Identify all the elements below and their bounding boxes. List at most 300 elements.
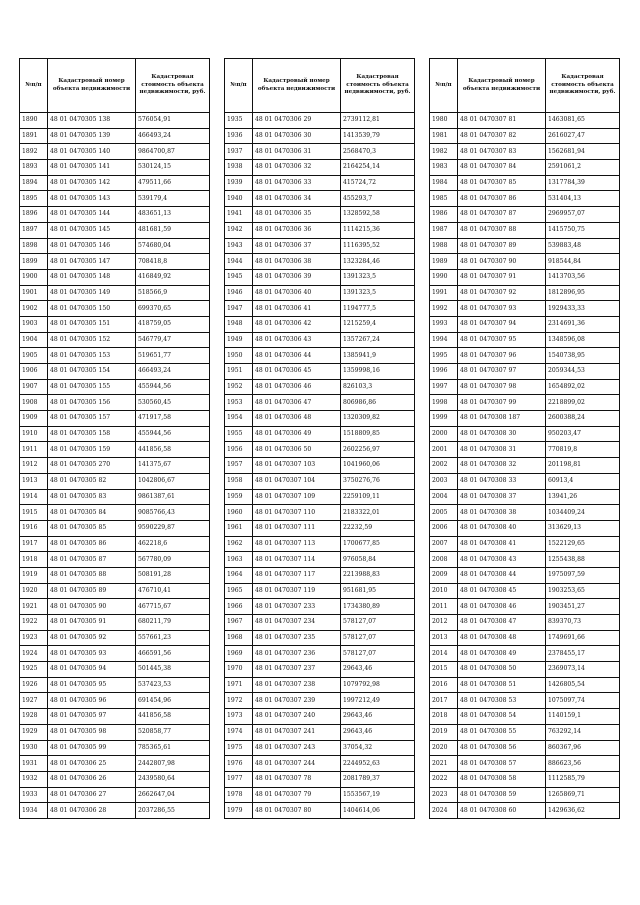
cadastral-value: 518566,9 <box>136 285 210 301</box>
cadastral-number: 48 01 0470306 44 <box>253 348 341 364</box>
cadastral-value: 699370,65 <box>136 301 210 317</box>
cadastral-number: 48 01 0470308 55 <box>458 724 546 740</box>
row-number: 1994 <box>430 332 458 348</box>
cadastral-value: 2442807,98 <box>136 756 210 772</box>
cadastral-number: 48 01 0470306 27 <box>48 787 136 803</box>
cadastral-value: 539179,4 <box>136 191 210 207</box>
cadastral-value: 2218899,02 <box>546 395 620 411</box>
row-number: 1978 <box>225 787 253 803</box>
table-row <box>225 646 415 662</box>
cadastral-value: 520858,77 <box>136 724 210 740</box>
table-row <box>225 662 415 678</box>
row-number: 1997 <box>430 379 458 395</box>
row-number: 2017 <box>430 693 458 709</box>
row-number: 1977 <box>225 771 253 787</box>
cadastral-value: 1929433,33 <box>546 301 620 317</box>
row-number: 1992 <box>430 301 458 317</box>
row-number: 1925 <box>20 662 48 678</box>
cadastral-value: 519651,77 <box>136 348 210 364</box>
cadastral-number: 48 01 0470307 97 <box>458 364 546 380</box>
cadastral-value: 1429636,62 <box>546 803 620 819</box>
row-number: 1917 <box>20 536 48 552</box>
table-row <box>430 489 620 505</box>
table-row <box>430 583 620 599</box>
cadastral-value: 1042806,67 <box>136 473 210 489</box>
cadastral-value: 1140159,1 <box>546 709 620 725</box>
row-number: 1896 <box>20 207 48 223</box>
row-number: 1969 <box>225 646 253 662</box>
cadastral-value: 2037286,55 <box>136 803 210 819</box>
row-number: 1983 <box>430 160 458 176</box>
table-row <box>430 724 620 740</box>
row-number: 1962 <box>225 536 253 552</box>
table-row <box>225 254 415 270</box>
cadastral-value: 9861387,61 <box>136 489 210 505</box>
row-number: 1922 <box>20 615 48 631</box>
row-number: 1989 <box>430 254 458 270</box>
cadastral-value: 9085766,43 <box>136 505 210 521</box>
cadastral-number: 48 01 0470306 46 <box>253 379 341 395</box>
row-number: 1919 <box>20 567 48 583</box>
cadastral-number: 48 01 0470308 53 <box>458 693 546 709</box>
table-row <box>225 693 415 709</box>
cadastral-number: 48 01 0470307 113 <box>253 536 341 552</box>
table-row <box>225 222 415 238</box>
table-row <box>430 709 620 725</box>
row-number: 1937 <box>225 144 253 160</box>
row-number: 1948 <box>225 316 253 332</box>
row-number: 1993 <box>430 316 458 332</box>
row-number: 1986 <box>430 207 458 223</box>
cadastral-number: 48 01 0470307 233 <box>253 599 341 615</box>
table-row <box>430 756 620 772</box>
cadastral-value: 466493,24 <box>136 128 210 144</box>
cadastral-number: 48 01 0470306 37 <box>253 238 341 254</box>
table-row <box>20 583 210 599</box>
table-row <box>430 803 620 819</box>
table-row <box>225 332 415 348</box>
cadastral-value: 576054,91 <box>136 113 210 129</box>
cadastral-number: 48 01 0470306 43 <box>253 332 341 348</box>
row-number: 1916 <box>20 520 48 536</box>
cadastral-number: 48 01 0470308 56 <box>458 740 546 756</box>
table-row <box>225 316 415 332</box>
cadastral-value: 9590229,87 <box>136 520 210 536</box>
row-number: 1979 <box>225 803 253 819</box>
cadastral-number: 48 01 0470307 110 <box>253 505 341 521</box>
row-number: 1923 <box>20 630 48 646</box>
cadastral-value: 466591,56 <box>136 646 210 662</box>
cadastral-value: 1194777,5 <box>341 301 415 317</box>
cadastral-value: 1413703,56 <box>546 269 620 285</box>
cadastral-number: 48 01 0470307 243 <box>253 740 341 756</box>
table-row <box>430 411 620 427</box>
cadastral-table <box>224 58 415 819</box>
table-row <box>430 787 620 803</box>
cadastral-value: 1215259,4 <box>341 316 415 332</box>
row-number: 1984 <box>430 175 458 191</box>
table-row <box>225 803 415 819</box>
row-number: 2014 <box>430 646 458 662</box>
cadastral-value: 201198,81 <box>546 458 620 474</box>
row-number: 1904 <box>20 332 48 348</box>
row-number: 2000 <box>430 426 458 442</box>
cadastral-value: 455944,56 <box>136 379 210 395</box>
row-number: 1982 <box>430 144 458 160</box>
cadastral-value: 1413539,79 <box>341 128 415 144</box>
row-number: 2003 <box>430 473 458 489</box>
cadastral-number: 48 01 0470305 151 <box>48 316 136 332</box>
cadastral-value: 950203,47 <box>546 426 620 442</box>
table-row <box>225 113 415 129</box>
cadastral-number: 48 01 0470305 90 <box>48 599 136 615</box>
table-row <box>430 599 620 615</box>
cadastral-table <box>19 58 210 819</box>
row-number: 1929 <box>20 724 48 740</box>
cadastral-number: 48 01 0470306 31 <box>253 144 341 160</box>
row-number: 1932 <box>20 771 48 787</box>
cadastral-number: 48 01 0470306 38 <box>253 254 341 270</box>
table-row <box>225 442 415 458</box>
cadastral-value: 785365,61 <box>136 740 210 756</box>
table-row <box>20 520 210 536</box>
cadastral-number: 48 01 0470308 54 <box>458 709 546 725</box>
table-row <box>430 316 620 332</box>
cadastral-value: 1562681,94 <box>546 144 620 160</box>
cadastral-value: 1975097,59 <box>546 567 620 583</box>
cadastral-number: 48 01 0470305 152 <box>48 332 136 348</box>
cadastral-number: 48 01 0470308 40 <box>458 520 546 536</box>
table-row <box>430 128 620 144</box>
cadastral-value: 2568470,3 <box>341 144 415 160</box>
cadastral-number: 48 01 0470306 32 <box>253 160 341 176</box>
cadastral-value: 578127,07 <box>341 630 415 646</box>
cadastral-value: 1903253,65 <box>546 583 620 599</box>
cadastral-number: 48 01 0470308 59 <box>458 787 546 803</box>
cadastral-number: 48 01 0470305 153 <box>48 348 136 364</box>
table-row <box>225 489 415 505</box>
table-row <box>225 269 415 285</box>
cadastral-number: 48 01 0470308 41 <box>458 536 546 552</box>
cadastral-value: 1357267,24 <box>341 332 415 348</box>
cadastral-value: 770819,8 <box>546 442 620 458</box>
cadastral-number: 48 01 0470306 50 <box>253 442 341 458</box>
table-row <box>430 144 620 160</box>
row-number: 1975 <box>225 740 253 756</box>
cadastral-value: 691454,96 <box>136 693 210 709</box>
cadastral-value: 2969957,07 <box>546 207 620 223</box>
cadastral-number: 48 01 0470306 25 <box>48 756 136 772</box>
cadastral-number: 48 01 0470305 95 <box>48 677 136 693</box>
row-number: 1936 <box>225 128 253 144</box>
table-row <box>225 630 415 646</box>
cadastral-number: 48 01 0470305 87 <box>48 552 136 568</box>
table-row <box>20 552 210 568</box>
cadastral-number: 48 01 0470307 96 <box>458 348 546 364</box>
cadastral-value: 3750276,76 <box>341 473 415 489</box>
cadastral-number: 48 01 0470308 187 <box>458 411 546 427</box>
table-row <box>225 128 415 144</box>
row-number: 1953 <box>225 395 253 411</box>
cadastral-table-column-1 <box>19 58 209 819</box>
cadastral-value: 1391323,5 <box>341 269 415 285</box>
cadastral-number: 48 01 0470306 26 <box>48 771 136 787</box>
cadastral-value: 860367,96 <box>546 740 620 756</box>
table-row <box>20 301 210 317</box>
table-row <box>430 160 620 176</box>
cadastral-value: 60913,4 <box>546 473 620 489</box>
cadastral-number: 48 01 0470305 83 <box>48 489 136 505</box>
row-number: 1941 <box>225 207 253 223</box>
row-number: 1945 <box>225 269 253 285</box>
table-row <box>225 756 415 772</box>
row-number: 1894 <box>20 175 48 191</box>
row-number: 2004 <box>430 489 458 505</box>
row-number: 1938 <box>225 160 253 176</box>
cadastral-value: 1255438,88 <box>546 552 620 568</box>
cadastral-value: 1323284,46 <box>341 254 415 270</box>
cadastral-number: 48 01 0470307 83 <box>458 144 546 160</box>
row-number: 1924 <box>20 646 48 662</box>
cadastral-number: 48 01 0470305 150 <box>48 301 136 317</box>
row-number: 1943 <box>225 238 253 254</box>
cadastral-value: 22232,59 <box>341 520 415 536</box>
row-number: 1926 <box>20 677 48 693</box>
row-number: 1951 <box>225 364 253 380</box>
cadastral-value: 1415750,75 <box>546 222 620 238</box>
table-row <box>20 269 210 285</box>
table-row <box>430 254 620 270</box>
cadastral-value: 416849,92 <box>136 269 210 285</box>
cadastral-value: 567780,09 <box>136 552 210 568</box>
cadastral-number: 48 01 0470308 48 <box>458 630 546 646</box>
cadastral-number: 48 01 0470308 30 <box>458 426 546 442</box>
row-number: 1900 <box>20 269 48 285</box>
cadastral-number: 48 01 0470305 98 <box>48 724 136 740</box>
cadastral-number: 48 01 0470308 50 <box>458 662 546 678</box>
cadastral-value: 2616027,47 <box>546 128 620 144</box>
row-number: 1961 <box>225 520 253 536</box>
table-row <box>20 693 210 709</box>
row-number: 2008 <box>430 552 458 568</box>
cadastral-value: 578127,07 <box>341 615 415 631</box>
row-number: 2010 <box>430 583 458 599</box>
cadastral-value: 1265869,71 <box>546 787 620 803</box>
table-row <box>20 646 210 662</box>
cadastral-number: 48 01 0470308 60 <box>458 803 546 819</box>
cadastral-value: 1112585,79 <box>546 771 620 787</box>
table-row <box>430 301 620 317</box>
table-row <box>225 379 415 395</box>
cadastral-number: 48 01 0470307 104 <box>253 473 341 489</box>
cadastral-number: 48 01 0470305 156 <box>48 395 136 411</box>
cadastral-number: 48 01 0470307 89 <box>458 238 546 254</box>
row-number: 1902 <box>20 301 48 317</box>
cadastral-value: 2378455,17 <box>546 646 620 662</box>
cadastral-number: 48 01 0470308 58 <box>458 771 546 787</box>
cadastral-number: 48 01 0470305 145 <box>48 222 136 238</box>
cadastral-number: 48 01 0470305 84 <box>48 505 136 521</box>
table-row <box>430 364 620 380</box>
row-number: 1963 <box>225 552 253 568</box>
table-row <box>225 583 415 599</box>
table-row <box>430 520 620 536</box>
cadastral-number: 48 01 0470305 140 <box>48 144 136 160</box>
table-header-row <box>20 59 210 113</box>
header-cadastral-value: Кадастровая стоимость объекта недвижимости, руб. <box>546 59 620 113</box>
cadastral-number: 48 01 0470307 79 <box>253 787 341 803</box>
row-number: 1976 <box>225 756 253 772</box>
table-row <box>430 238 620 254</box>
cadastral-number: 48 01 0470307 117 <box>253 567 341 583</box>
cadastral-number: 48 01 0470306 48 <box>253 411 341 427</box>
cadastral-value: 2059344,53 <box>546 364 620 380</box>
cadastral-number: 48 01 0470308 33 <box>458 473 546 489</box>
table-row <box>20 316 210 332</box>
cadastral-number: 48 01 0470307 86 <box>458 191 546 207</box>
table-row <box>225 426 415 442</box>
cadastral-number: 48 01 0470305 159 <box>48 442 136 458</box>
cadastral-number: 48 01 0470305 142 <box>48 175 136 191</box>
cadastral-value: 530560,45 <box>136 395 210 411</box>
cadastral-value: 483651,13 <box>136 207 210 223</box>
header-number: №п/п <box>225 59 253 113</box>
table-row <box>20 771 210 787</box>
table-row <box>20 411 210 427</box>
table-row <box>225 411 415 427</box>
row-number: 1956 <box>225 442 253 458</box>
cadastral-value: 1079792,98 <box>341 677 415 693</box>
cadastral-number: 48 01 0470305 148 <box>48 269 136 285</box>
table-row <box>20 175 210 191</box>
cadastral-number: 48 01 0470307 80 <box>253 803 341 819</box>
row-number: 1959 <box>225 489 253 505</box>
cadastral-number: 48 01 0470307 109 <box>253 489 341 505</box>
cadastral-value: 2314691,36 <box>546 316 620 332</box>
row-number: 1908 <box>20 395 48 411</box>
table-row <box>20 128 210 144</box>
cadastral-value: 471917,58 <box>136 411 210 427</box>
table-row <box>430 442 620 458</box>
row-number: 1909 <box>20 411 48 427</box>
table-row <box>225 787 415 803</box>
cadastral-number: 48 01 0470307 98 <box>458 379 546 395</box>
row-number: 2007 <box>430 536 458 552</box>
row-number: 2011 <box>430 599 458 615</box>
row-number: 1890 <box>20 113 48 129</box>
row-number: 1954 <box>225 411 253 427</box>
table-row <box>20 567 210 583</box>
cadastral-number: 48 01 0470307 84 <box>458 160 546 176</box>
row-number: 1901 <box>20 285 48 301</box>
cadastral-number: 48 01 0470306 49 <box>253 426 341 442</box>
table-row <box>430 379 620 395</box>
row-number: 1913 <box>20 473 48 489</box>
cadastral-value: 479511,66 <box>136 175 210 191</box>
cadastral-number: 48 01 0470306 29 <box>253 113 341 129</box>
row-number: 1972 <box>225 693 253 709</box>
cadastral-number: 48 01 0470306 42 <box>253 316 341 332</box>
cadastral-value: 2369073,14 <box>546 662 620 678</box>
row-number: 1967 <box>225 615 253 631</box>
row-number: 1897 <box>20 222 48 238</box>
row-number: 1966 <box>225 599 253 615</box>
table-row <box>20 442 210 458</box>
cadastral-value: 29643,46 <box>341 709 415 725</box>
table-row <box>430 285 620 301</box>
cadastral-number: 48 01 0470306 45 <box>253 364 341 380</box>
cadastral-number: 48 01 0470305 158 <box>48 426 136 442</box>
row-number: 1958 <box>225 473 253 489</box>
cadastral-value: 806986,86 <box>341 395 415 411</box>
table-row <box>20 254 210 270</box>
cadastral-number: 48 01 0470306 41 <box>253 301 341 317</box>
table-row <box>225 144 415 160</box>
cadastral-number: 48 01 0470306 34 <box>253 191 341 207</box>
cadastral-number: 48 01 0470307 81 <box>458 113 546 129</box>
cadastral-number: 48 01 0470307 237 <box>253 662 341 678</box>
table-row <box>20 489 210 505</box>
cadastral-value: 1114215,36 <box>341 222 415 238</box>
row-number: 1918 <box>20 552 48 568</box>
cadastral-value: 708418,8 <box>136 254 210 270</box>
cadastral-value: 1041960,06 <box>341 458 415 474</box>
table-row <box>430 505 620 521</box>
cadastral-value: 1518809,85 <box>341 426 415 442</box>
table-row <box>20 144 210 160</box>
row-number: 2022 <box>430 771 458 787</box>
table-row <box>430 175 620 191</box>
cadastral-table-column-2 <box>224 58 414 819</box>
table-header-row <box>225 59 415 113</box>
table-row <box>225 191 415 207</box>
table-row <box>20 599 210 615</box>
table-row <box>20 756 210 772</box>
cadastral-number: 48 01 0470305 143 <box>48 191 136 207</box>
cadastral-value: 13941,26 <box>546 489 620 505</box>
cadastral-number: 48 01 0470307 94 <box>458 316 546 332</box>
cadastral-number: 48 01 0470306 47 <box>253 395 341 411</box>
row-number: 1946 <box>225 285 253 301</box>
table-row <box>20 207 210 223</box>
row-number: 1949 <box>225 332 253 348</box>
cadastral-number: 48 01 0470306 40 <box>253 285 341 301</box>
table-row <box>430 348 620 364</box>
cadastral-value: 1404614,06 <box>341 803 415 819</box>
cadastral-number: 48 01 0470307 114 <box>253 552 341 568</box>
table-row <box>430 395 620 411</box>
table-row <box>20 364 210 380</box>
cadastral-number: 48 01 0470305 82 <box>48 473 136 489</box>
cadastral-number: 48 01 0470307 87 <box>458 207 546 223</box>
row-number: 2001 <box>430 442 458 458</box>
cadastral-value: 455944,56 <box>136 426 210 442</box>
cadastral-number: 48 01 0470305 92 <box>48 630 136 646</box>
cadastral-value: 1749691,66 <box>546 630 620 646</box>
row-number: 1991 <box>430 285 458 301</box>
cadastral-number: 48 01 0470307 103 <box>253 458 341 474</box>
table-row <box>225 364 415 380</box>
header-cadastral-number: Кадастровый номер объекта недвижимости <box>458 59 546 113</box>
table-row <box>430 332 620 348</box>
cadastral-value: 37054,32 <box>341 740 415 756</box>
row-number: 1965 <box>225 583 253 599</box>
table-row <box>430 207 620 223</box>
cadastral-number: 48 01 0470307 93 <box>458 301 546 317</box>
row-number: 1970 <box>225 662 253 678</box>
row-number: 1985 <box>430 191 458 207</box>
row-number: 1996 <box>430 364 458 380</box>
